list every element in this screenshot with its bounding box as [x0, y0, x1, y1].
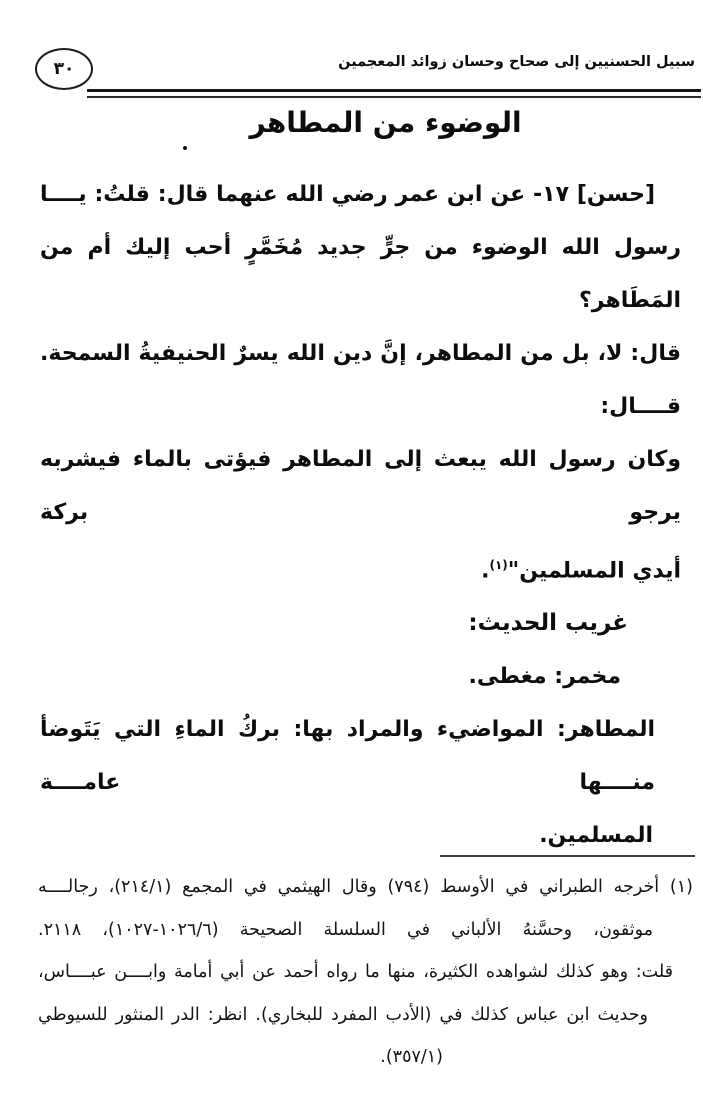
footnote-line: موثقون، وحسَّنهُ الألباني في السلسلة الصحيحة (١٠٢٦/٦-١٠٢٧)، ٢١١٨. — [38, 919, 653, 940]
hadith-line-last — [40, 539, 681, 597]
page-number: ٣٠ — [53, 59, 75, 79]
footnote-line: قلت: وهو كذلك لشواهده الكثيرة، منها ما رواه أحمد عن أبي أمامة وابــــن عبــــاس، — [38, 962, 673, 982]
footnote-line: وحديث ابن عباس كذلك في (الأدب المفرد للبخاري). انظر: الدر المنثور للسيوطي — [38, 1004, 648, 1025]
hadith-body — [40, 168, 681, 862]
hadith-line: رسول الله الوضوء من جرٍّ جديد مُخَمَّرٍ أحب إليك أم من المَطَاهر؟ — [40, 235, 681, 313]
hadith-line-text: أيدي المسلمين" — [507, 558, 681, 584]
hadith-line: [حسن] ١٧- عن ابن عمر رضي الله عنهما قال: قلتُ: يــــا — [40, 182, 655, 207]
title-period-dot — [183, 146, 187, 150]
gharib-item-matahir-cont: المسلمين. — [539, 823, 653, 849]
running-title: سبيل الحسنيين إلى صحاح وحسان زوائد المعجمين — [338, 54, 695, 70]
footnotes-block — [38, 866, 693, 1079]
header-divider — [87, 89, 701, 98]
footnote-line: (١) أخرجه الطبراني في الأوسط (٧٩٤) وقال الهيثمي في المجمع (٢١٤/١)، رجالــــه — [38, 877, 693, 897]
gharib-item-mukhammar: مخمر: مغطى. — [468, 664, 621, 690]
hadith-line: قال: لا، بل من المطاهر، إنَّ دين الله يسرٌ الحنيفيةُ السمحة. قــــال: — [40, 341, 681, 419]
gharib-item-matahir: المطاهر: المواضيء والمراد بها: بركُ الماءِ التي يَتَوضأ منــــها عامــــة — [40, 717, 655, 796]
page-number-badge — [35, 48, 93, 90]
sentence-period: . — [481, 558, 490, 584]
gharib-heading: غريب الحديث: — [468, 610, 628, 637]
footnote-line-last: (٣٥٧/١). — [380, 1047, 443, 1067]
footnote-divider — [440, 855, 695, 857]
chapter-title: الوضوء من المطاهر — [249, 106, 522, 139]
hadith-line: وكان رسول الله يبعث إلى المطاهر فيؤتى بالماء فيشربه يرجو بركة — [40, 447, 681, 525]
footnote-marker: (١) — [489, 558, 508, 572]
